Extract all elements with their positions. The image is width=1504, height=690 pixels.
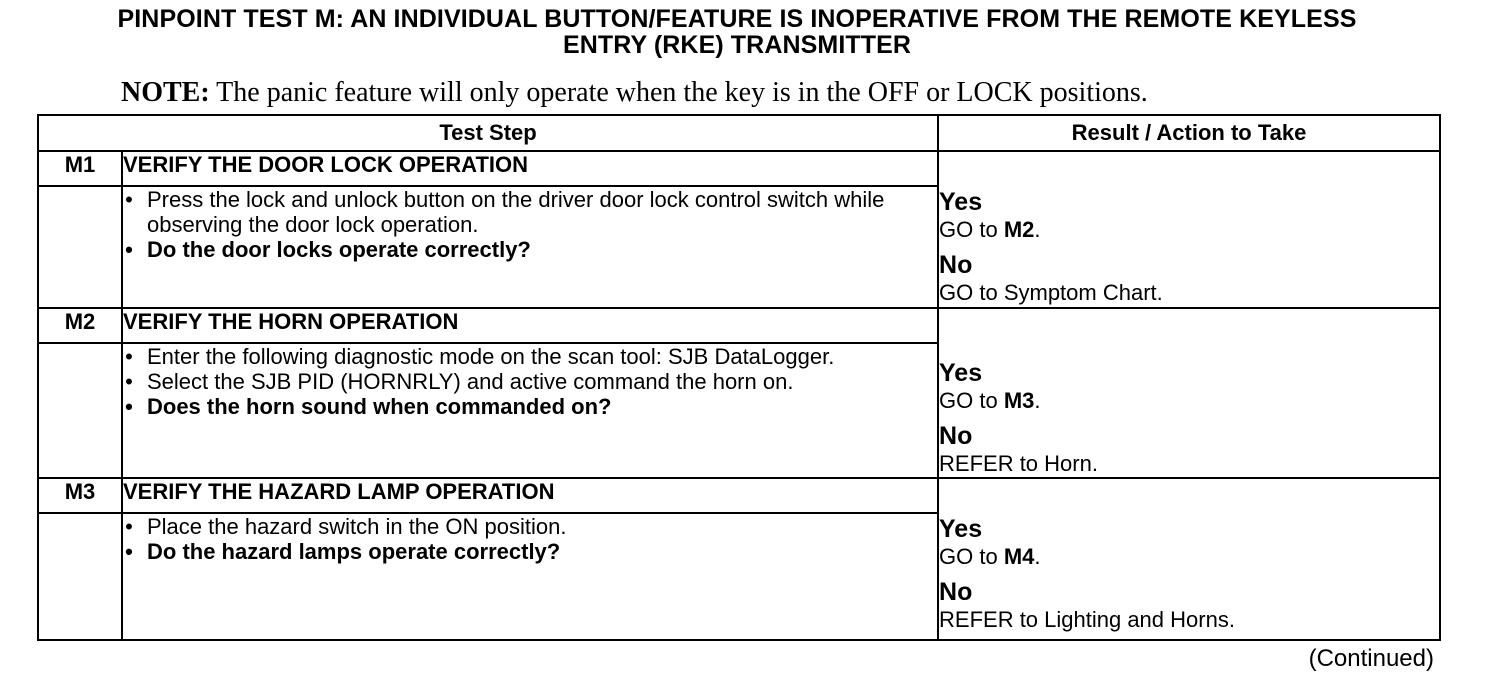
instruction-item: • Place the hazard switch in the ON position.	[125, 514, 567, 539]
yes-label: Yes	[939, 359, 983, 387]
table-header-row	[38, 115, 1440, 151]
header-test-step: Test Step	[38, 115, 938, 151]
instruction-item: • Press the lock and unlock button on the driver door lock control switch while observing the door lock operation.	[125, 187, 885, 237]
pinpoint-test-table	[37, 114, 1441, 641]
step-heading-row	[38, 478, 1440, 513]
no-label: No	[939, 251, 973, 279]
header-result: Result / Action to Take	[938, 115, 1440, 151]
yes-action-ref: M2	[1003, 217, 1035, 242]
step-instructions	[122, 513, 938, 640]
note-text: The panic feature will only operate when the key is in the OFF or LOCK positions.	[209, 77, 1148, 108]
result-cell	[938, 308, 1440, 478]
no-action: REFER to Horn.	[939, 451, 1098, 476]
step-question: • Do the hazard lamps operate correctly?	[125, 539, 561, 564]
instruction-item: • Enter the following diagnostic mode on the scan tool: SJB DataLogger.	[125, 344, 835, 369]
yes-label: Yes	[939, 188, 983, 216]
step-id: M2	[38, 308, 122, 343]
note	[121, 77, 1148, 109]
step-id: M3	[38, 478, 122, 513]
instruction-item: • Select the SJB PID (HORNRLY) and active command the horn on.	[125, 369, 794, 394]
yes-action: GO to M2.	[939, 217, 1041, 242]
yes-action-ref: M3	[1003, 388, 1035, 413]
step-question: • Do the door locks operate correctly?	[125, 237, 531, 262]
title-line-2: ENTRY (RKE) TRANSMITTER	[562, 31, 912, 59]
step-id: M1	[38, 151, 122, 186]
yes-action-ref: M4	[1003, 544, 1035, 569]
yes-action: GO to M4.	[939, 544, 1041, 569]
step-question: • Does the horn sound when commanded on?	[125, 394, 612, 419]
result-cell	[938, 151, 1440, 308]
step-heading: VERIFY THE HORN OPERATION	[122, 308, 938, 343]
no-label: No	[939, 422, 973, 450]
step-instructions	[122, 343, 938, 478]
no-label: No	[939, 578, 973, 606]
continued-label: (Continued)	[1308, 645, 1434, 672]
yes-label: Yes	[939, 515, 983, 543]
note-label: NOTE:	[121, 77, 210, 108]
step-heading: VERIFY THE HAZARD LAMP OPERATION	[122, 478, 938, 513]
no-action: GO to Symptom Chart.	[939, 280, 1163, 305]
yes-action: GO to M3.	[939, 388, 1041, 413]
page-title	[0, 6, 1474, 58]
title-line-1: PINPOINT TEST M: AN INDIVIDUAL BUTTON/FEATURE IS INOPERATIVE FROM THE REMOTE KEYLESS	[117, 5, 1357, 33]
no-action: REFER to Lighting and Horns.	[939, 607, 1235, 632]
step-heading-row	[38, 151, 1440, 186]
step-heading: VERIFY THE DOOR LOCK OPERATION	[122, 151, 938, 186]
step-heading-row	[38, 308, 1440, 343]
result-cell	[938, 478, 1440, 640]
step-instructions	[122, 186, 938, 308]
